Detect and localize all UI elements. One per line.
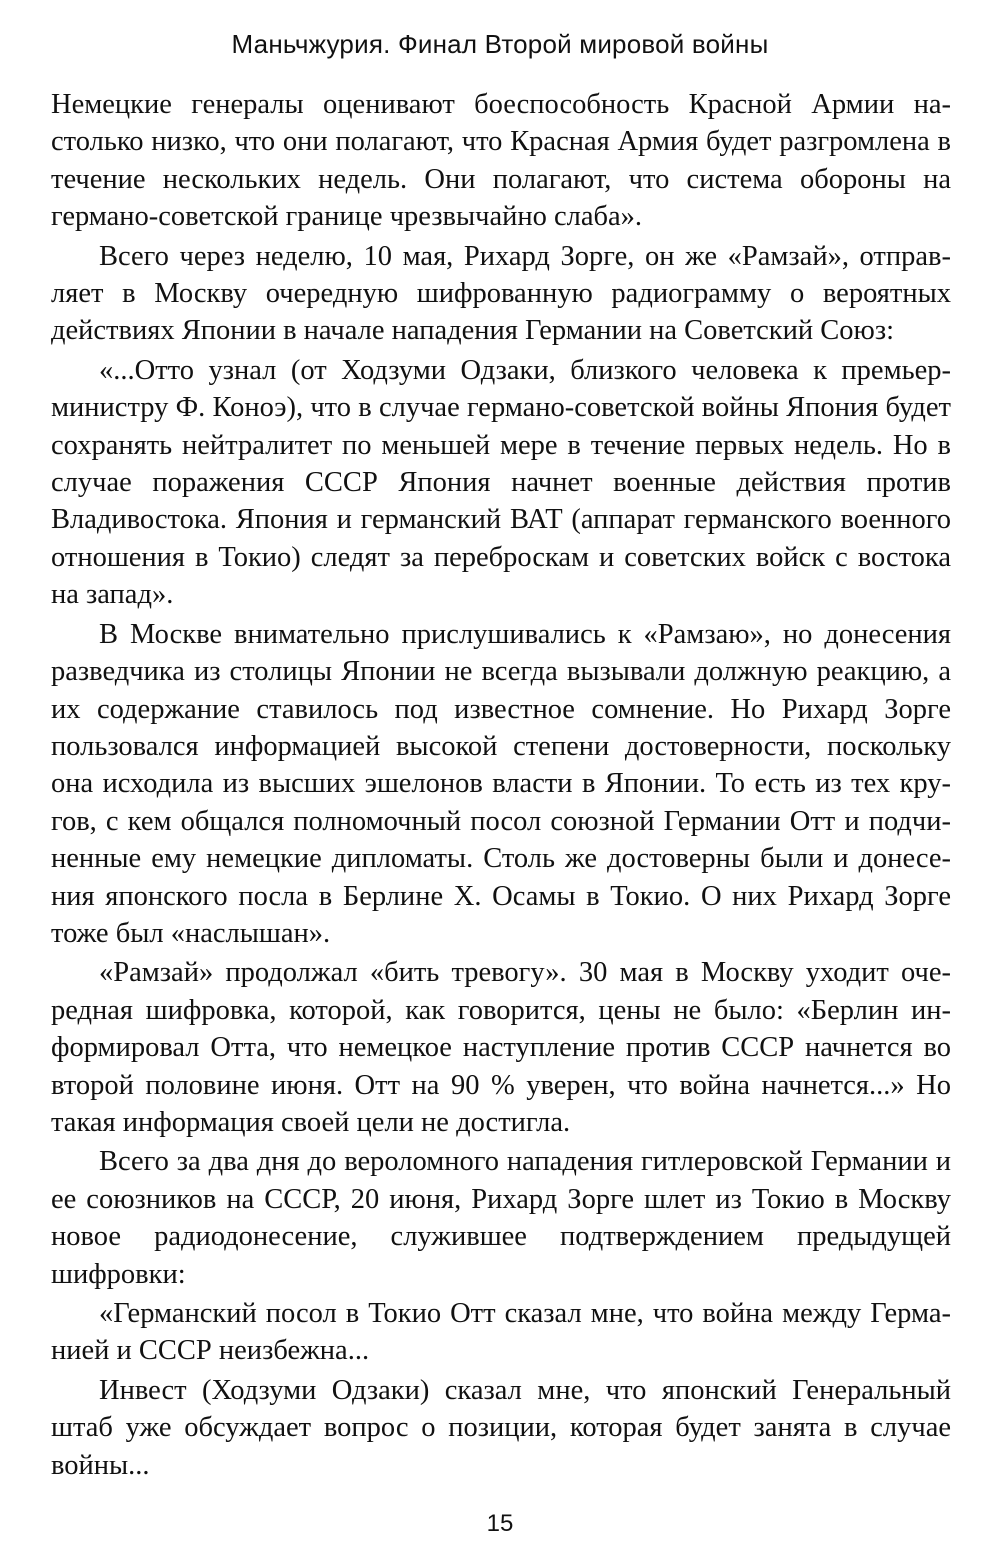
running-title: Маньчжурия. Финал Второй мировой войны [231,29,769,59]
paragraph: Немецкие генералы оценивают боеспособность Красной Армии настолько низко, что они полагают, что Красная Армия будет разгромлена в течение нескольких недель. Они полагают, что система обороны на германо-советской границе чрезвычайно слаба». [51,89,951,233]
paragraph: Всего через неделю, 10 мая, Рихард Зорге, он же «Рамзай», отправляет в Москву очередную шифрованную радиограмму о вероятных действиях Японии в начале нападения Германии на Советский Союз: [51,240,951,347]
paragraph: Всего за два дня до вероломного нападения гитлеровской Германии и ее союзников на СССР, 20 июня, Рихард Зорге шлет из Токио в Москву новое радиодонесение, служившее подтверждением предыдущей шифровки: [51,1146,951,1290]
body-text [51,86,951,1486]
paragraph: Инвест (Ходзуми Одзаки) сказал мне, что японский Генеральный штаб уже обсуждает вопрос о позиции, которая будет занята в случае войны... [51,1374,951,1481]
paragraph: «Германский посол в Токио Отт сказал мне, что война между Германией и СССР неизбежна... [51,1298,951,1367]
paragraph: В Москве внимательно прислушивались к «Рамзаю», но донесения разведчика из столицы Японии не всегда вызывали должную реакцию, а их содержание ставилось под известное сомнение. Но Рихард Зорге пользовался информацией высокой степени достоверности, поскольку она исходила из высших эшелонов власти в Японии. То есть из тех кругов, с кем общался полномочный посол союзной Германии Отт и подчиненные ему немецкие дипломаты. Столь же достоверны были и донесения японского посла в Берлине X. Осамы в Токио. О них Рихард Зорге тоже был «наслышан». [51,618,951,949]
paragraph: «Рамзай» продолжал «бить тревогу». 30 мая в Москву уходит очередная шифровка, которой, как говорится, цены не было: «Берлин информировал Отта, что немецкое наступление против СССР начнется во второй половине июня. Отт на 90 % уверен, что война начнется...» Но такая информация своей цели не достигла. [51,957,951,1138]
page-number: 15 [486,1510,514,1537]
paragraph: «...Отто узнал (от Ходзуми Одзаки, близкого человека к премьер-министру Ф. Коноэ), что в случае германо-советской войны Япония будет сохранять нейтралитет по меньшей мере в течение первых недель. Но в случае поражения СССР Япония начнет военные действия против Владивостока. Япония и германский ВАТ (аппарат германского военного отношения в Токио) следят за переброскам и советских войск с востока на запад». [51,354,951,611]
